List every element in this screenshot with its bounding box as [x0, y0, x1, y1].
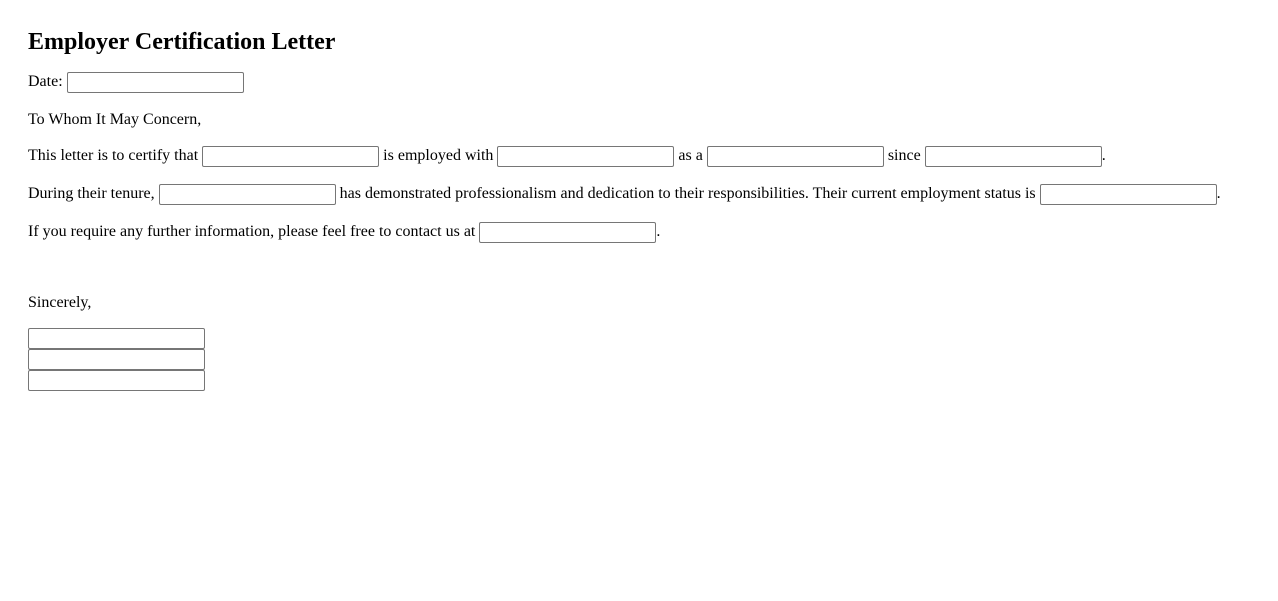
- date-input[interactable]: [67, 72, 244, 93]
- tenure-text-end: .: [1216, 185, 1221, 203]
- certify-text-since: since: [887, 147, 921, 165]
- employment-status-input[interactable]: [1040, 184, 1217, 205]
- position-input[interactable]: [707, 146, 884, 167]
- certify-text-as-a: as a: [678, 147, 703, 165]
- greeting-text: To Whom It May Concern,: [28, 111, 202, 128]
- date-row: [28, 72, 1250, 93]
- contact-input[interactable]: [479, 222, 656, 243]
- closing-text: Sincerely,: [28, 294, 92, 311]
- tenure-row: [28, 184, 1250, 205]
- tenure-employee-name-input[interactable]: [159, 184, 336, 205]
- certify-text-end: .: [1101, 147, 1106, 165]
- signature-company-input[interactable]: [28, 370, 205, 391]
- contact-row: [28, 222, 1250, 243]
- signature-block: [28, 328, 1250, 391]
- employee-name-input[interactable]: [202, 146, 379, 167]
- certify-text-employed-with: is employed with: [383, 147, 494, 165]
- employer-name-input[interactable]: [497, 146, 674, 167]
- page-title: Employer Certification Letter: [28, 29, 336, 55]
- date-label: Date:: [28, 73, 63, 91]
- certify-text-start: This letter is to certify that: [28, 147, 199, 165]
- start-date-input[interactable]: [925, 146, 1102, 167]
- tenure-text-middle: has demonstrated professionalism and dedication to their responsibilities. Their current employment status is: [339, 185, 1036, 203]
- contact-text-end: .: [656, 223, 661, 241]
- tenure-text-start: During their tenure,: [28, 185, 155, 203]
- certify-row: [28, 146, 1250, 167]
- signature-title-input[interactable]: [28, 349, 205, 370]
- signature-name-input[interactable]: [28, 328, 205, 349]
- contact-text-start: If you require any further information, please feel free to contact us at: [28, 223, 476, 241]
